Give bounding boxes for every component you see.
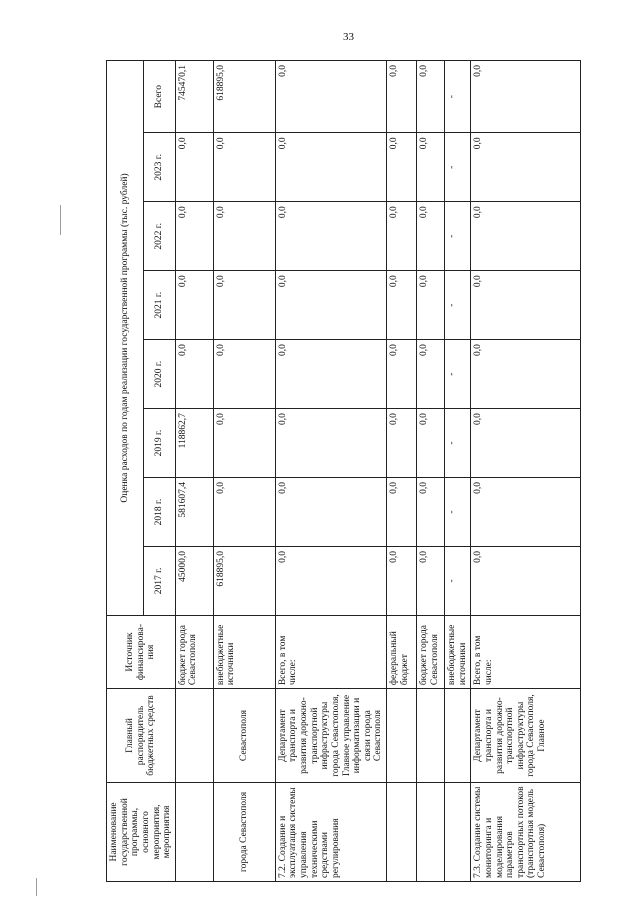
row-value-cell: 0,0 xyxy=(387,478,417,547)
row-value-cell: - xyxy=(445,409,471,478)
row-name-cell xyxy=(387,782,417,881)
table-row xyxy=(175,61,213,882)
row-value-cell: - xyxy=(445,340,471,409)
rotated-table xyxy=(106,60,547,882)
row-manager-cell xyxy=(387,689,417,783)
row-value-cell: 0,0 xyxy=(213,202,275,271)
row-value-cell: 0,0 xyxy=(275,478,386,547)
row-total-cell: 745470,1 xyxy=(175,61,213,133)
row-value-cell: 0,0 xyxy=(275,409,386,478)
row-value-cell: 0,0 xyxy=(175,133,213,202)
row-value-cell: 45000,0 xyxy=(175,546,213,615)
row-value-cell: 0,0 xyxy=(387,340,417,409)
row-value-cell: 0,0 xyxy=(417,546,445,615)
row-value-cell: 118862,7 xyxy=(175,409,213,478)
row-total-cell: 0,0 xyxy=(387,61,417,133)
row-name-cell: 7.3. Создание системы мониторинга и моделирования параметров транспортных потоков (транспортная модель Севастополя) xyxy=(471,782,581,881)
row-manager-cell xyxy=(445,689,471,783)
header-name: Наименование государственной программы, основного мероприятия, мероприятия xyxy=(107,782,176,881)
table-row xyxy=(471,61,581,882)
row-source-cell: Всего, в том числе: xyxy=(471,615,581,688)
row-source-cell: бюджет города Севастополя xyxy=(175,615,213,688)
header-total: Всего xyxy=(143,61,175,133)
row-value-cell: 0,0 xyxy=(175,340,213,409)
row-value-cell: - xyxy=(445,271,471,340)
row-source-cell: внебюджетные источники xyxy=(213,615,275,688)
row-value-cell: 0,0 xyxy=(387,546,417,615)
row-value-cell: 0,0 xyxy=(213,271,275,340)
row-source-cell: бюджет города Севастополя xyxy=(417,615,445,688)
row-value-cell: 581607,4 xyxy=(175,478,213,547)
row-value-cell: 0,0 xyxy=(275,202,386,271)
row-value-cell: - xyxy=(445,202,471,271)
table-row xyxy=(275,61,386,882)
financing-table xyxy=(106,60,581,882)
header-manager: Главный распорядитель бюджетных средств xyxy=(107,689,176,783)
row-value-cell: 0,0 xyxy=(417,133,445,202)
row-manager-cell xyxy=(417,689,445,783)
row-value-cell: 0,0 xyxy=(471,202,581,271)
header-year: 2017 г. xyxy=(143,546,175,615)
row-total-cell: - xyxy=(445,61,471,133)
row-value-cell: 0,0 xyxy=(471,271,581,340)
header-year: 2021 г. xyxy=(143,271,175,340)
row-value-cell: 618895,0 xyxy=(213,546,275,615)
row-value-cell: 0,0 xyxy=(213,133,275,202)
row-name-cell xyxy=(445,782,471,881)
row-value-cell: 0,0 xyxy=(471,546,581,615)
row-manager-cell xyxy=(175,689,213,783)
row-value-cell: 0,0 xyxy=(175,271,213,340)
row-value-cell: 0,0 xyxy=(387,409,417,478)
row-manager-cell: Департамент транспорта и развития дорожно-транспортной инфраструктуры города Севастополя, Главное управление информатизации и связи города Севастополя xyxy=(275,689,386,783)
row-value-cell: 0,0 xyxy=(213,340,275,409)
header-year: 2022 г. xyxy=(143,202,175,271)
header-year: 2018 г. xyxy=(143,478,175,547)
row-name-cell xyxy=(175,782,213,881)
row-source-cell: Всего, в том числе: xyxy=(275,615,386,688)
row-value-cell: 0,0 xyxy=(213,409,275,478)
row-value-cell: - xyxy=(445,478,471,547)
page-number: 33 xyxy=(343,31,354,43)
header-source: Источник финансирова-ния xyxy=(107,615,176,688)
row-manager-cell: Департамент транспорта и развития дорожно-транспортной инфраструктуры города Севастополя, Главное xyxy=(471,689,581,783)
row-total-cell: 0,0 xyxy=(417,61,445,133)
row-total-cell: 0,0 xyxy=(275,61,386,133)
row-value-cell: 0,0 xyxy=(275,271,386,340)
rotated-table-frame xyxy=(106,60,547,882)
row-value-cell: - xyxy=(445,133,471,202)
row-value-cell: 0,0 xyxy=(417,202,445,271)
row-value-cell: 0,0 xyxy=(275,133,386,202)
row-value-cell: 0,0 xyxy=(471,409,581,478)
row-name-cell: города Севастополя xyxy=(213,782,275,881)
row-source-cell: федеральный бюджет xyxy=(387,615,417,688)
row-value-cell: 0,0 xyxy=(471,478,581,547)
row-value-cell: 0,0 xyxy=(417,271,445,340)
row-name-cell xyxy=(417,782,445,881)
row-name-cell: 7.2. Создание и эксплуатация системы управления техническими средствами регулирования xyxy=(275,782,386,881)
row-value-cell: 0,0 xyxy=(417,409,445,478)
row-value-cell: 0,0 xyxy=(417,340,445,409)
row-value-cell: 0,0 xyxy=(471,133,581,202)
row-value-cell: 0,0 xyxy=(275,340,386,409)
header-year: 2019 г. xyxy=(143,409,175,478)
row-value-cell: 0,0 xyxy=(417,478,445,547)
row-value-cell: 0,0 xyxy=(471,340,581,409)
scan-mark xyxy=(60,205,61,235)
header-year: 2023 г. xyxy=(143,133,175,202)
row-value-cell: 0,0 xyxy=(275,546,386,615)
scan-mark xyxy=(36,878,37,896)
row-value-cell: - xyxy=(445,546,471,615)
header-year: 2020 г. xyxy=(143,340,175,409)
row-value-cell: 0,0 xyxy=(213,478,275,547)
header-estimate: Оценка расходов по годам реализации государственной программы (тыс. рублей) xyxy=(107,61,144,616)
table-row xyxy=(417,61,445,882)
table-row xyxy=(387,61,417,882)
table-row xyxy=(213,61,275,882)
row-value-cell: 0,0 xyxy=(387,202,417,271)
row-total-cell: 0,0 xyxy=(471,61,581,133)
row-value-cell: 0,0 xyxy=(387,133,417,202)
row-source-cell: внебюджетные источники xyxy=(445,615,471,688)
row-value-cell: 0,0 xyxy=(387,271,417,340)
row-total-cell: 618895,0 xyxy=(213,61,275,133)
row-manager-cell: Севастополя xyxy=(213,689,275,783)
table-row xyxy=(445,61,471,882)
row-value-cell: 0,0 xyxy=(175,202,213,271)
